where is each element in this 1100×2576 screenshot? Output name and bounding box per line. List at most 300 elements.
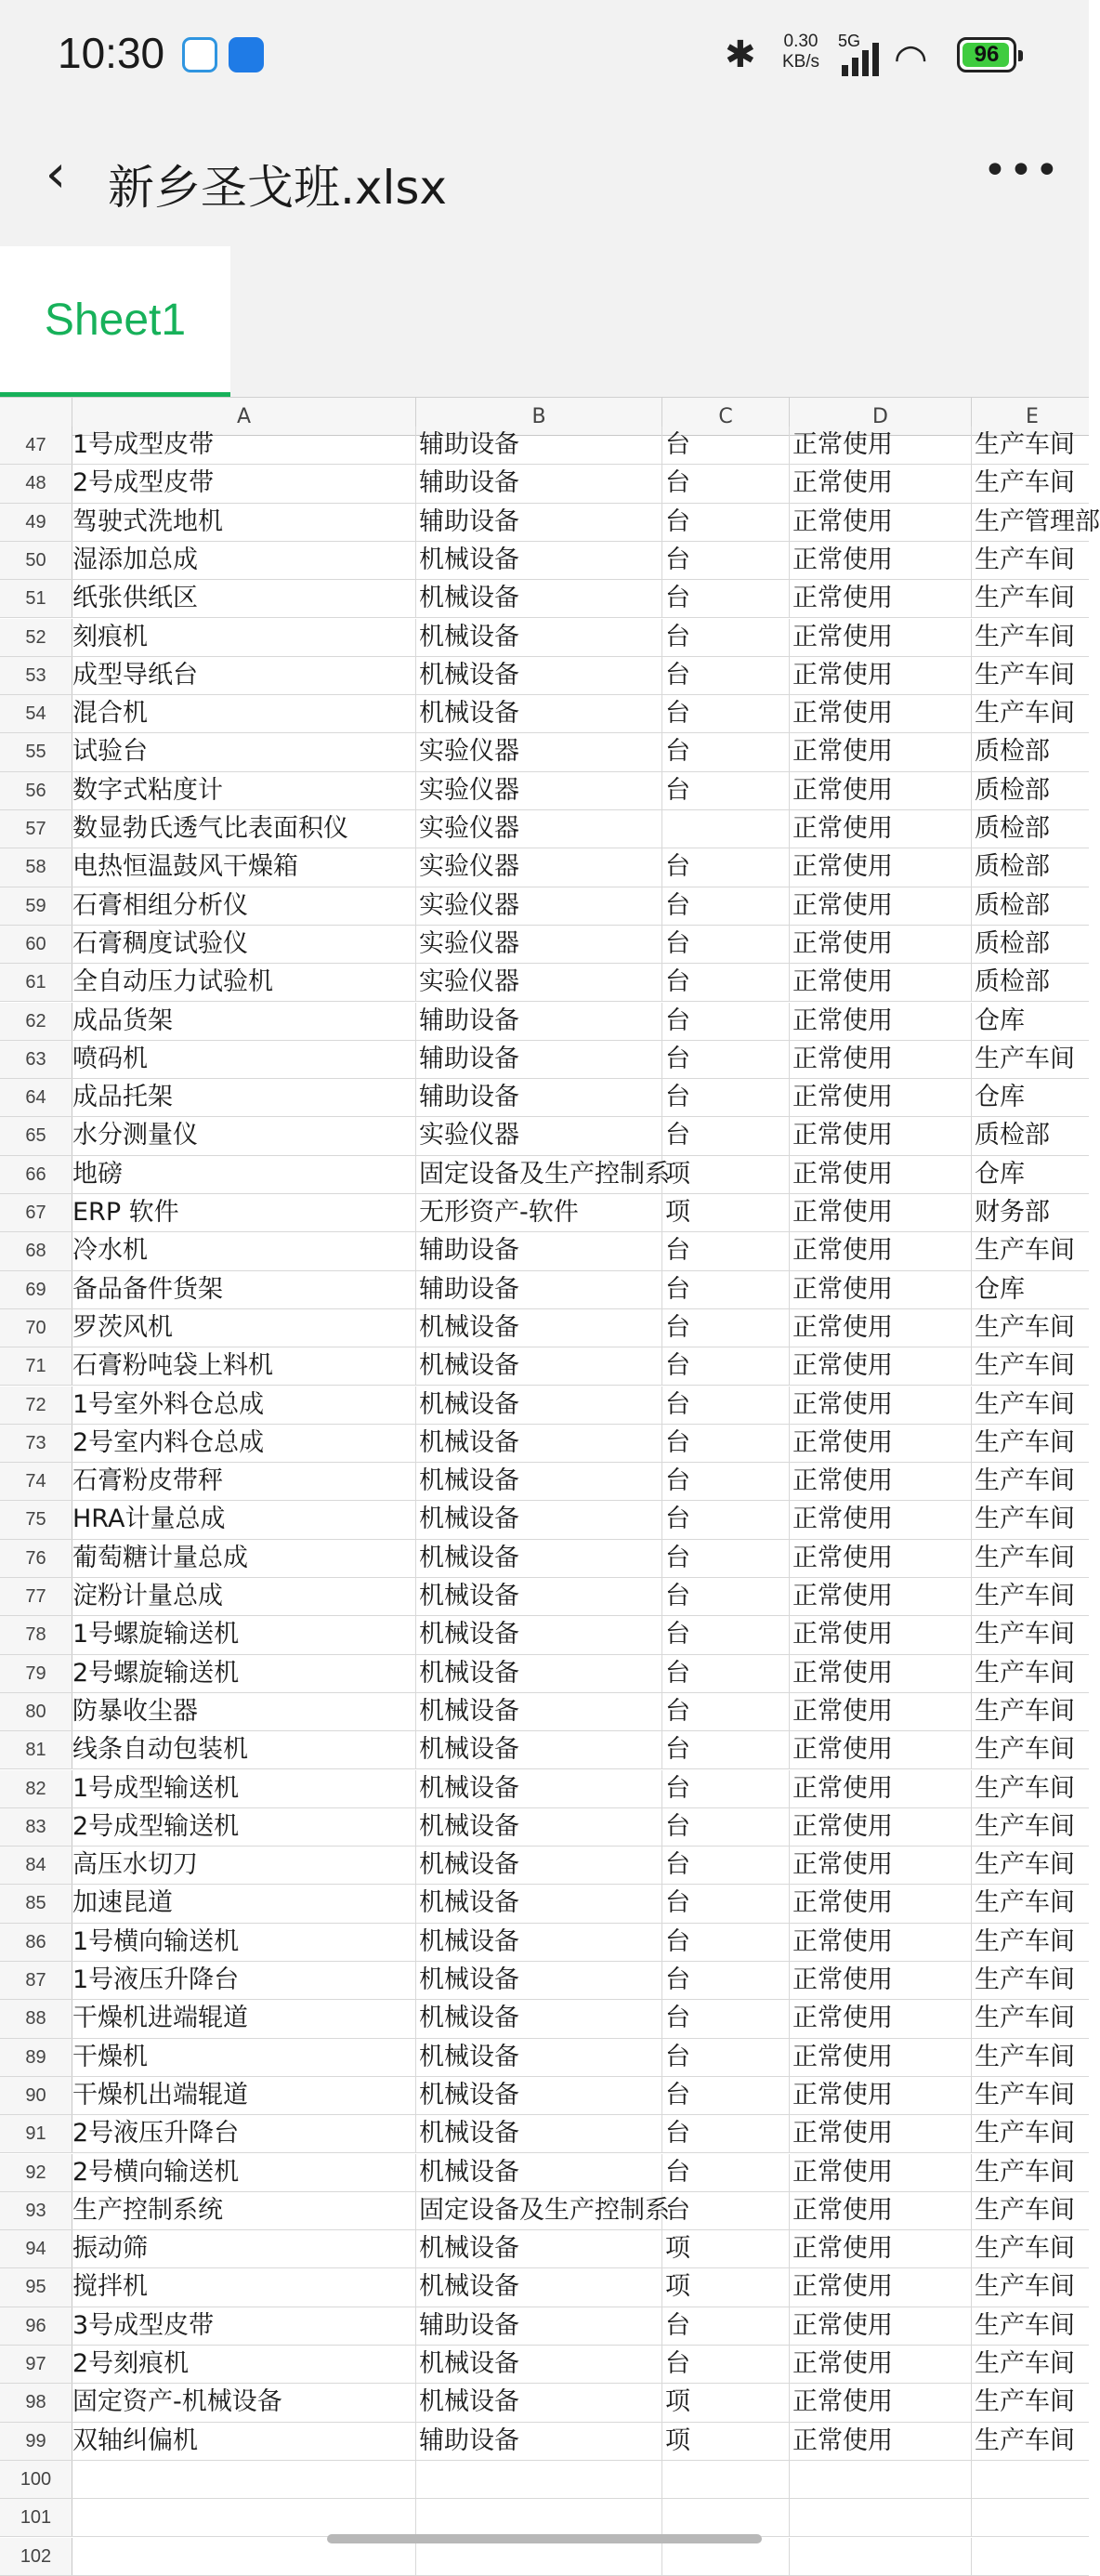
cell-c[interactable]: 台 [662, 1924, 790, 1961]
row-number[interactable]: 65 [0, 1117, 72, 1154]
cell-b[interactable]: 机械设备 [416, 2384, 662, 2421]
cell-b[interactable]: 辅助设备 [416, 1079, 662, 1116]
cell-b[interactable]: 机械设备 [416, 1501, 662, 1538]
row-number[interactable]: 95 [0, 2268, 72, 2306]
cell-a[interactable]: 刻痕机 [72, 619, 416, 656]
cell-e[interactable]: 生产车间 [975, 1505, 1075, 1534]
cell-c[interactable]: 台 [662, 1770, 790, 1807]
cell-b[interactable]: 机械设备 [416, 1309, 662, 1347]
cell-b[interactable]: 辅助设备 [416, 1271, 662, 1308]
cell-d[interactable]: 正常使用 [790, 695, 972, 732]
cell-d[interactable]: 正常使用 [790, 2307, 972, 2345]
cell-e[interactable]: 生产车间 [975, 1735, 1075, 1765]
cell-a[interactable]: 搅拌机 [72, 2268, 416, 2306]
cell-b[interactable]: 机械设备 [416, 1616, 662, 1653]
cell-b[interactable]: 机械设备 [416, 2268, 662, 2306]
cell-b[interactable]: 机械设备 [416, 1578, 662, 1615]
cell-c[interactable]: 台 [662, 1540, 790, 1577]
more-options-button[interactable] [983, 143, 1061, 199]
cell-a[interactable]: 1号成型皮带 [72, 427, 416, 464]
row-number[interactable]: 98 [0, 2384, 72, 2421]
cell-d[interactable] [790, 2538, 972, 2575]
cell-e[interactable]: 生产车间 [975, 2157, 1075, 2187]
cell-c[interactable]: 台 [662, 427, 790, 464]
cell-c[interactable]: 台 [662, 926, 790, 963]
cell-d[interactable]: 正常使用 [790, 1731, 972, 1768]
cell-d[interactable]: 正常使用 [790, 657, 972, 694]
cell-d[interactable]: 正常使用 [790, 427, 972, 464]
column-header-d[interactable]: D [790, 398, 972, 436]
row-number[interactable]: 101 [0, 2499, 72, 2536]
cell-d[interactable]: 正常使用 [790, 1655, 972, 1692]
row-number[interactable]: 54 [0, 695, 72, 732]
cell-d[interactable]: 正常使用 [790, 1463, 972, 1500]
cell-c[interactable]: 台 [662, 1731, 790, 1768]
cell-b[interactable]: 机械设备 [416, 542, 662, 579]
cell-d[interactable]: 正常使用 [790, 2192, 972, 2229]
cell-d[interactable]: 正常使用 [790, 2384, 972, 2421]
cell-b[interactable]: 机械设备 [416, 2346, 662, 2383]
cell-d[interactable]: 正常使用 [790, 2230, 972, 2267]
cell-b[interactable]: 实验仪器 [416, 926, 662, 963]
cell-e[interactable]: 仓库 [975, 1083, 1025, 1112]
cell-d[interactable]: 正常使用 [790, 1003, 972, 1040]
cell-b[interactable]: 实验仪器 [416, 772, 662, 809]
cell-c[interactable]: 项 [662, 1156, 790, 1193]
cell-a[interactable]: 喷码机 [72, 1041, 416, 1078]
cell-a[interactable]: 振动筛 [72, 2230, 416, 2267]
row-number[interactable]: 94 [0, 2230, 72, 2267]
cell-b[interactable]: 辅助设备 [416, 1232, 662, 1269]
cell-d[interactable]: 正常使用 [790, 2423, 972, 2460]
cell-b[interactable]: 机械设备 [416, 1655, 662, 1692]
cell-c[interactable] [662, 2499, 790, 2536]
cell-c[interactable]: 台 [662, 848, 790, 886]
cell-a[interactable]: 湿添加总成 [72, 542, 416, 579]
cell-e[interactable]: 生产车间 [975, 2425, 1075, 2455]
row-number[interactable]: 69 [0, 1271, 72, 1308]
cell-c[interactable]: 台 [662, 1962, 790, 1999]
row-number[interactable]: 47 [0, 427, 72, 464]
cell-a[interactable]: 成品货架 [72, 1003, 416, 1040]
cell-e[interactable]: 财务部 [975, 1198, 1050, 1227]
cell-a[interactable]: 高压水切刀 [72, 1847, 416, 1884]
row-number[interactable]: 102 [0, 2538, 72, 2575]
cell-c[interactable]: 台 [662, 1309, 790, 1347]
cell-a[interactable]: 数字式粘度计 [72, 772, 416, 809]
cell-d[interactable]: 正常使用 [790, 1924, 972, 1961]
row-number[interactable]: 70 [0, 1309, 72, 1347]
cell-a[interactable]: 干燥机进端辊道 [72, 2000, 416, 2037]
cell-b[interactable]: 机械设备 [416, 2000, 662, 2037]
cell-d[interactable]: 正常使用 [790, 1501, 972, 1538]
row-number[interactable]: 55 [0, 733, 72, 770]
cell-e[interactable]: 生产车间 [975, 1236, 1075, 1266]
cell-e[interactable]: 生产车间 [975, 430, 1075, 459]
cell-e[interactable]: 生产车间 [975, 1773, 1075, 1803]
cell-a[interactable]: 水分测量仪 [72, 1117, 416, 1154]
cell-d[interactable]: 正常使用 [790, 964, 972, 1001]
cell-e[interactable]: 生产车间 [975, 2195, 1075, 2225]
row-number[interactable]: 83 [0, 1808, 72, 1846]
cell-d[interactable]: 正常使用 [790, 504, 972, 541]
cell-e[interactable]: 生产管理部 [975, 506, 1100, 536]
row-number[interactable]: 77 [0, 1578, 72, 1615]
cell-a[interactable]: 罗茨风机 [72, 1309, 416, 1347]
cell-c[interactable]: 台 [662, 542, 790, 579]
cell-d[interactable]: 正常使用 [790, 887, 972, 925]
column-header-c[interactable]: C [662, 398, 790, 436]
row-number[interactable]: 66 [0, 1156, 72, 1193]
cell-c[interactable]: 台 [662, 964, 790, 1001]
cell-e[interactable]: 仓库 [975, 1005, 1025, 1035]
cell-a[interactable]: 1号螺旋输送机 [72, 1616, 416, 1653]
row-number[interactable]: 61 [0, 964, 72, 1001]
cell-e[interactable]: 生产车间 [975, 1044, 1075, 1073]
cell-b[interactable]: 机械设备 [416, 1770, 662, 1807]
cell-c[interactable]: 台 [662, 1693, 790, 1730]
cell-e[interactable]: 生产车间 [975, 1389, 1075, 1419]
cell-c[interactable]: 项 [662, 2268, 790, 2306]
row-number[interactable]: 53 [0, 657, 72, 694]
cell-a[interactable]: 试验台 [72, 733, 416, 770]
cell-b[interactable]: 机械设备 [416, 1808, 662, 1846]
cell-d[interactable]: 正常使用 [790, 1347, 972, 1385]
cell-a[interactable]: 2号成型皮带 [72, 465, 416, 502]
cell-d[interactable]: 正常使用 [790, 465, 972, 502]
cell-a[interactable]: HRA计量总成 [72, 1501, 416, 1538]
cell-c[interactable]: 台 [662, 1003, 790, 1040]
cell-c[interactable]: 台 [662, 772, 790, 809]
cell-a[interactable]: 固定资产-机械设备 [72, 2384, 416, 2421]
cell-d[interactable]: 正常使用 [790, 1770, 972, 1807]
row-number[interactable]: 64 [0, 1079, 72, 1116]
cell-a[interactable] [72, 2461, 416, 2498]
cell-c[interactable]: 台 [662, 733, 790, 770]
cell-c[interactable]: 台 [662, 1616, 790, 1653]
row-number[interactable]: 59 [0, 887, 72, 925]
row-number[interactable]: 86 [0, 1924, 72, 1961]
cell-d[interactable]: 正常使用 [790, 542, 972, 579]
cell-e[interactable]: 生产车间 [975, 1658, 1075, 1688]
row-number[interactable]: 90 [0, 2077, 72, 2114]
cell-b[interactable]: 实验仪器 [416, 1117, 662, 1154]
cell-c[interactable]: 台 [662, 2000, 790, 2037]
row-number[interactable]: 71 [0, 1347, 72, 1385]
cell-e[interactable]: 生产车间 [975, 1926, 1075, 1956]
cell-c[interactable]: 台 [662, 1232, 790, 1269]
cell-e[interactable]: 生产车间 [975, 2234, 1075, 2264]
cell-e[interactable]: 质检部 [975, 737, 1050, 767]
column-header-b[interactable]: B [416, 398, 662, 436]
cell-b[interactable]: 辅助设备 [416, 2307, 662, 2345]
cell-a[interactable]: 2号横向输送机 [72, 2154, 416, 2191]
cell-b[interactable]: 机械设备 [416, 1540, 662, 1577]
cell-a[interactable]: 混合机 [72, 695, 416, 732]
cell-c[interactable]: 台 [662, 1041, 790, 1078]
cell-d[interactable]: 正常使用 [790, 772, 972, 809]
cell-e[interactable]: 质检部 [975, 1121, 1050, 1150]
cell-e[interactable]: 生产车间 [975, 1466, 1075, 1496]
cell-c[interactable]: 台 [662, 2154, 790, 2191]
cell-a[interactable]: 石膏相组分析仪 [72, 887, 416, 925]
row-number[interactable]: 85 [0, 1885, 72, 1922]
cell-b[interactable]: 机械设备 [416, 619, 662, 656]
cell-c[interactable]: 台 [662, 1501, 790, 1538]
row-number[interactable]: 72 [0, 1387, 72, 1424]
row-number[interactable]: 96 [0, 2307, 72, 2345]
row-number[interactable]: 58 [0, 848, 72, 886]
cell-b[interactable]: 机械设备 [416, 1463, 662, 1500]
cell-e[interactable] [972, 2538, 1093, 2575]
cell-c[interactable]: 台 [662, 1387, 790, 1424]
cell-c[interactable]: 台 [662, 695, 790, 732]
cell-e[interactable]: 生产车间 [975, 660, 1075, 690]
cell-c[interactable]: 台 [662, 1271, 790, 1308]
cell-e[interactable]: 仓库 [975, 1274, 1025, 1304]
cell-d[interactable] [790, 2461, 972, 2498]
row-number[interactable]: 73 [0, 1425, 72, 1462]
row-number[interactable]: 56 [0, 772, 72, 809]
cell-d[interactable]: 正常使用 [790, 1079, 972, 1116]
cell-d[interactable]: 正常使用 [790, 1847, 972, 1884]
cell-c[interactable]: 台 [662, 1578, 790, 1615]
cell-e[interactable]: 生产车间 [975, 1696, 1075, 1726]
cell-b[interactable]: 机械设备 [416, 580, 662, 617]
cell-d[interactable]: 正常使用 [790, 2154, 972, 2191]
cell-a[interactable]: ERP 软件 [72, 1194, 416, 1231]
cell-a[interactable]: 1号室外料仓总成 [72, 1387, 416, 1424]
cell-d[interactable]: 正常使用 [790, 733, 972, 770]
cell-b[interactable]: 机械设备 [416, 2077, 662, 2114]
row-number[interactable]: 62 [0, 1003, 72, 1040]
cell-b[interactable]: 机械设备 [416, 2154, 662, 2191]
cell-b[interactable]: 机械设备 [416, 695, 662, 732]
row-number[interactable]: 78 [0, 1616, 72, 1653]
cell-a[interactable]: 干燥机 [72, 2039, 416, 2076]
cell-a[interactable]: 成型导纸台 [72, 657, 416, 694]
cell-a[interactable]: 石膏粉吨袋上料机 [72, 1347, 416, 1385]
cell-a[interactable]: 1号液压升降台 [72, 1962, 416, 1999]
cell-a[interactable]: 冷水机 [72, 1232, 416, 1269]
cell-b[interactable]: 固定设备及生产控制系 [416, 1156, 662, 1193]
cell-b[interactable]: 机械设备 [416, 657, 662, 694]
cell-c[interactable]: 台 [662, 1808, 790, 1846]
cell-b[interactable]: 机械设备 [416, 1731, 662, 1768]
cell-a[interactable]: 葡萄糖计量总成 [72, 1540, 416, 1577]
cell-d[interactable]: 正常使用 [790, 1885, 972, 1922]
cell-a[interactable]: 加速昆道 [72, 1885, 416, 1922]
cell-a[interactable]: 石膏稠度试验仪 [72, 926, 416, 963]
cell-b[interactable]: 辅助设备 [416, 1041, 662, 1078]
cell-a[interactable]: 成品托架 [72, 1079, 416, 1116]
cell-d[interactable]: 正常使用 [790, 2268, 972, 2306]
row-number[interactable]: 80 [0, 1693, 72, 1730]
cell-c[interactable]: 台 [662, 887, 790, 925]
cell-b[interactable]: 辅助设备 [416, 2423, 662, 2460]
cell-d[interactable]: 正常使用 [790, 2346, 972, 2383]
cell-b[interactable]: 机械设备 [416, 1693, 662, 1730]
cell-b[interactable]: 实验仪器 [416, 887, 662, 925]
row-number[interactable]: 89 [0, 2039, 72, 2076]
cell-e[interactable]: 质检部 [975, 814, 1050, 843]
cell-d[interactable]: 正常使用 [790, 848, 972, 886]
cell-c[interactable]: 台 [662, 1885, 790, 1922]
cell-c[interactable]: 台 [662, 2039, 790, 2076]
cell-c[interactable]: 台 [662, 580, 790, 617]
row-number[interactable]: 84 [0, 1847, 72, 1884]
cell-d[interactable]: 正常使用 [790, 2077, 972, 2114]
cell-c[interactable]: 台 [662, 619, 790, 656]
row-number[interactable]: 48 [0, 465, 72, 502]
cell-c[interactable] [662, 2461, 790, 2498]
cell-e[interactable]: 质检部 [975, 928, 1050, 958]
cell-b[interactable]: 机械设备 [416, 1924, 662, 1961]
cell-c[interactable]: 项 [662, 2230, 790, 2267]
cell-c[interactable]: 台 [662, 2307, 790, 2345]
row-number[interactable]: 88 [0, 2000, 72, 2037]
row-number[interactable]: 51 [0, 580, 72, 617]
cell-d[interactable]: 正常使用 [790, 619, 972, 656]
cell-c[interactable]: 台 [662, 1847, 790, 1884]
cell-a[interactable]: 2号液压升降台 [72, 2115, 416, 2152]
cell-d[interactable]: 正常使用 [790, 1156, 972, 1193]
cell-e[interactable]: 生产车间 [975, 2310, 1075, 2340]
cell-d[interactable]: 正常使用 [790, 1309, 972, 1347]
cell-c[interactable] [662, 810, 790, 848]
cell-d[interactable]: 正常使用 [790, 1041, 972, 1078]
cell-e[interactable]: 生产车间 [975, 622, 1075, 651]
row-number[interactable]: 63 [0, 1041, 72, 1078]
cell-c[interactable]: 台 [662, 504, 790, 541]
cell-a[interactable]: 驾驶式洗地机 [72, 504, 416, 541]
cell-e[interactable]: 生产车间 [975, 1888, 1075, 1918]
cell-a[interactable]: 防暴收尘器 [72, 1693, 416, 1730]
row-number[interactable]: 76 [0, 1540, 72, 1577]
cell-c[interactable]: 项 [662, 1194, 790, 1231]
row-number[interactable]: 49 [0, 504, 72, 541]
cell-e[interactable] [972, 2499, 1093, 2536]
cell-a[interactable]: 2号室内料仓总成 [72, 1425, 416, 1462]
cell-a[interactable]: 电热恒温鼓风干燥箱 [72, 848, 416, 886]
cell-b[interactable]: 实验仪器 [416, 848, 662, 886]
cell-a[interactable]: 干燥机出端辊道 [72, 2077, 416, 2114]
cell-b[interactable]: 机械设备 [416, 1962, 662, 1999]
cell-b[interactable]: 固定设备及生产控制系 [416, 2192, 662, 2229]
cell-d[interactable] [790, 2499, 972, 2536]
cell-c[interactable]: 台 [662, 1425, 790, 1462]
cell-a[interactable]: 生产控制系统 [72, 2192, 416, 2229]
cell-e[interactable]: 生产车间 [975, 584, 1075, 613]
cell-c[interactable]: 台 [662, 2115, 790, 2152]
cell-d[interactable]: 正常使用 [790, 1117, 972, 1154]
gesture-navigation-bar[interactable] [327, 2534, 762, 2543]
row-number[interactable]: 93 [0, 2192, 72, 2229]
row-number[interactable]: 97 [0, 2346, 72, 2383]
row-number[interactable]: 100 [0, 2461, 72, 2498]
cell-a[interactable]: 3号成型皮带 [72, 2307, 416, 2345]
cell-e[interactable]: 质检部 [975, 775, 1050, 805]
cell-b[interactable]: 机械设备 [416, 1885, 662, 1922]
cell-e[interactable]: 生产车间 [975, 2387, 1075, 2417]
cell-b[interactable]: 机械设备 [416, 2115, 662, 2152]
cell-e[interactable]: 生产车间 [975, 1312, 1075, 1342]
cell-b[interactable]: 机械设备 [416, 1425, 662, 1462]
cell-e[interactable]: 生产车间 [975, 2272, 1075, 2302]
cell-e[interactable]: 生产车间 [975, 2349, 1075, 2378]
cell-a[interactable]: 2号螺旋输送机 [72, 1655, 416, 1692]
row-number[interactable]: 57 [0, 810, 72, 848]
cell-e[interactable]: 生产车间 [975, 2004, 1075, 2033]
column-header-a[interactable]: A [72, 398, 416, 436]
cell-a[interactable]: 2号成型输送机 [72, 1808, 416, 1846]
cell-d[interactable]: 正常使用 [790, 1578, 972, 1615]
cell-e[interactable]: 生产车间 [975, 1582, 1075, 1610]
cell-b[interactable] [416, 2499, 662, 2536]
cell-b[interactable]: 辅助设备 [416, 465, 662, 502]
cell-c[interactable]: 台 [662, 465, 790, 502]
cell-e[interactable]: 生产车间 [975, 1543, 1075, 1572]
cell-c[interactable]: 项 [662, 2423, 790, 2460]
row-number[interactable]: 52 [0, 619, 72, 656]
cell-c[interactable]: 台 [662, 2192, 790, 2229]
cell-e[interactable]: 生产车间 [975, 1427, 1075, 1457]
cell-e[interactable]: 生产车间 [975, 1620, 1075, 1649]
row-number[interactable]: 81 [0, 1731, 72, 1768]
cell-b[interactable]: 实验仪器 [416, 733, 662, 770]
cell-e[interactable]: 生产车间 [975, 2080, 1075, 2109]
cell-a[interactable]: 地磅 [72, 1156, 416, 1193]
cell-e[interactable]: 生产车间 [975, 1811, 1075, 1841]
cell-e[interactable]: 生产车间 [975, 2042, 1075, 2071]
column-header-e[interactable]: E [1026, 405, 1039, 428]
back-button[interactable] [28, 144, 84, 204]
cell-a[interactable]: 备品备件货架 [72, 1271, 416, 1308]
tab-sheet1[interactable] [0, 246, 230, 397]
cell-e[interactable]: 仓库 [975, 1159, 1025, 1189]
cell-e[interactable]: 生产车间 [975, 2119, 1075, 2149]
row-number[interactable]: 82 [0, 1770, 72, 1807]
cell-d[interactable]: 正常使用 [790, 1194, 972, 1231]
cell-d[interactable]: 正常使用 [790, 1808, 972, 1846]
cell-b[interactable]: 机械设备 [416, 1347, 662, 1385]
cell-d[interactable]: 正常使用 [790, 1232, 972, 1269]
cell-d[interactable]: 正常使用 [790, 810, 972, 848]
cell-e[interactable]: 生产车间 [975, 1351, 1075, 1381]
cell-e[interactable]: 生产车间 [975, 1850, 1075, 1880]
cell-a[interactable]: 1号成型输送机 [72, 1770, 416, 1807]
cell-b[interactable]: 机械设备 [416, 1387, 662, 1424]
cell-b[interactable]: 辅助设备 [416, 427, 662, 464]
row-number[interactable]: 60 [0, 926, 72, 963]
cell-b[interactable]: 机械设备 [416, 2230, 662, 2267]
cell-e[interactable]: 生产车间 [975, 699, 1075, 729]
cell-c[interactable]: 台 [662, 2077, 790, 2114]
cell-b[interactable]: 无形资产-软件 [416, 1194, 662, 1231]
row-number[interactable]: 92 [0, 2154, 72, 2191]
cell-a[interactable]: 纸张供纸区 [72, 580, 416, 617]
cell-c[interactable]: 台 [662, 657, 790, 694]
cell-b[interactable] [416, 2461, 662, 2498]
cell-d[interactable]: 正常使用 [790, 1425, 972, 1462]
cell-b[interactable]: 实验仪器 [416, 964, 662, 1001]
cell-e[interactable]: 生产车间 [975, 545, 1075, 574]
row-number[interactable]: 99 [0, 2423, 72, 2460]
cell-d[interactable]: 正常使用 [790, 580, 972, 617]
cell-e[interactable]: 生产车间 [975, 1965, 1075, 1994]
row-number[interactable]: 50 [0, 542, 72, 579]
cell-c[interactable]: 台 [662, 1655, 790, 1692]
